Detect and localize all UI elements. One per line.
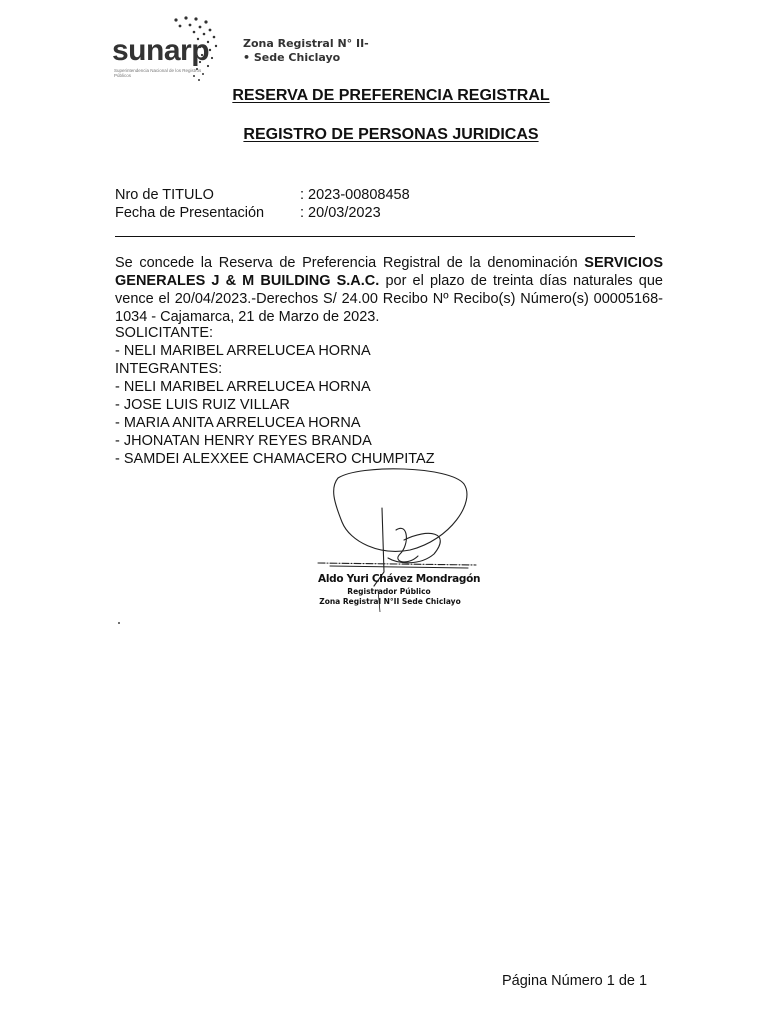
signatory-role: Registrador Público <box>347 587 431 596</box>
body-intro: Se concede la Reserva de Preferencia Registral de la denominación <box>115 255 578 271</box>
signatory-office: Zona Registral N°II Sede Chiclayo <box>319 597 461 606</box>
integrante-item: - SAMDEI ALEXXEE CHAMACERO CHUMPITAZ <box>115 451 435 467</box>
integrante-item: - NELI MARIBEL ARRELUCEA HORNA <box>115 379 371 395</box>
signatory-name: Aldo Yuri Chávez Mondragón <box>318 573 481 585</box>
document-title: RESERVA DE PREFERENCIA REGISTRAL <box>232 87 550 104</box>
logo-subtext: Superintendencia Nacional de los Registros Públicos <box>114 68 202 78</box>
zona-registral <box>243 37 369 65</box>
solicitante-item: - NELI MARIBEL ARRELUCEA HORNA <box>115 343 371 359</box>
divider <box>115 236 635 237</box>
participants-list <box>115 324 435 468</box>
body-paragraph <box>115 254 663 326</box>
integrante-item: - JHONATAN HENRY REYES BRANDA <box>115 433 372 449</box>
integrante-item: - JOSE LUIS RUIZ VILLAR <box>115 397 290 413</box>
zona-line-2: • Sede Chiclayo <box>243 51 341 64</box>
company-name: SERVICIOS GENERALES J & M BUILDING S.A.C. <box>115 255 663 289</box>
field-label-fecha: Fecha de Presentación <box>115 205 265 221</box>
document-subtitle: REGISTRO DE PERSONAS JURIDICAS <box>243 126 539 143</box>
stray-mark <box>118 622 120 624</box>
page-number: Página Número 1 de 1 <box>502 973 648 989</box>
field-label-titulo: Nro de TITULO <box>115 187 214 203</box>
sunarp-logo <box>110 16 370 86</box>
field-value-fecha: : 20/03/2023 <box>300 205 381 221</box>
body-rest: por el plazo de treinta días naturales que vence el 20/04/2023.-Derechos S/ 24.00 Recibo Nº Recibo(s) Número(s) 00005168-1034 - Cajamarca, 21 de Marzo de 2023. <box>115 273 663 325</box>
solicitante-label: SOLICITANTE: <box>115 325 214 341</box>
integrante-item: - MARIA ANITA ARRELUCEA HORNA <box>115 415 361 431</box>
integrantes-label: INTEGRANTES: <box>115 361 223 377</box>
zona-line-2-text: Sede Chiclayo <box>253 51 341 64</box>
zona-line-1: Zona Registral N° II- <box>243 37 369 50</box>
logo-text: sunarp <box>112 34 210 67</box>
field-value-titulo: : 2023-00808458 <box>300 187 410 203</box>
